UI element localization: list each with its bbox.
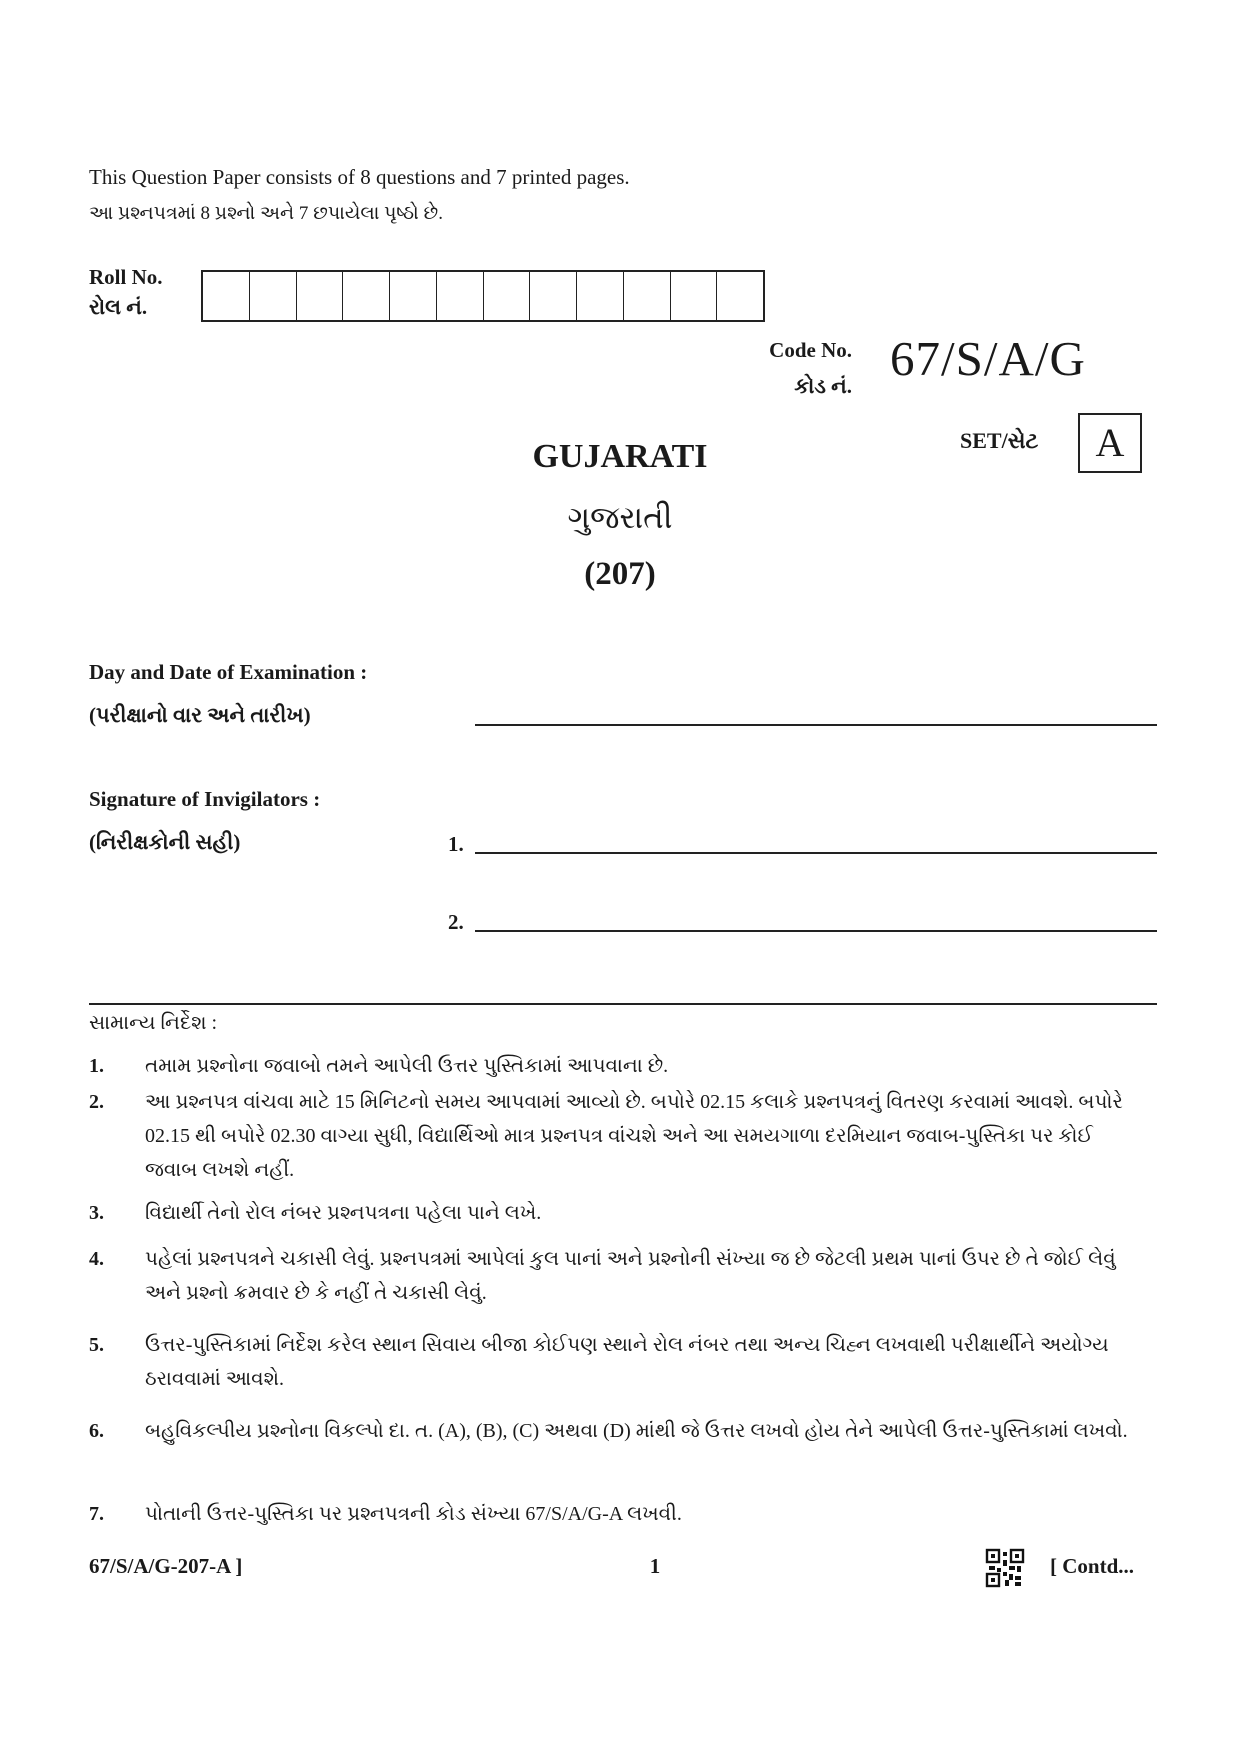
instruction-text: પહેલાં પ્રશ્નપત્રને ચકાસી લેવું. પ્રશ્નપત્રમાં આપેલાં કુલ પાનાં અને પ્રશ્નોની સંખ્યા જ છે જેટલી પ્રથમ પાનાં ઉપર છે તે જોઈ લેવું અને પ્રશ્નો ક્રમવાર છે કે નહીં તે ચકાસી લેવું.	[145, 1248, 1116, 1304]
subject-title-gu: ગુજરાતી	[567, 500, 673, 535]
instruction-text: પોતાની ઉત્તર-પુસ્તિકા પર પ્રશ્નપત્રની કોડ સંખ્યા 67/S/A/G-A લખવી.	[145, 1503, 682, 1525]
code-label-gu: કોડ નં.	[794, 374, 852, 398]
roll-label	[89, 262, 163, 322]
instruction-text: ઉત્તર-પુસ્તિકામાં નિર્દેશ કરેલ સ્થાન સિવાય બીજા કોઈપણ સ્થાને રોલ નંબર તથા અન્ય ચિહ્ન લખવાથી પરીક્ષાર્થીને અયોગ્ય ઠરાવવામાં આવશે.	[145, 1334, 1109, 1390]
instruction-item	[89, 1242, 1149, 1310]
invigilator-1-line[interactable]	[475, 852, 1157, 854]
roll-box[interactable]	[577, 272, 624, 320]
invigilator-2-number: 2.	[448, 910, 464, 934]
instruction-number: 4.	[89, 1248, 104, 1270]
invigilator-label-en: Signature of Invigilators :	[89, 787, 321, 811]
continued-label: [ Contd...	[1050, 1554, 1135, 1578]
page-number: 1	[649, 1554, 661, 1578]
invigilator-1-number: 1.	[448, 832, 464, 856]
instruction-item	[89, 1049, 1149, 1083]
subject-title-en: GUJARATI	[532, 438, 708, 475]
code-label	[740, 332, 852, 404]
roll-box[interactable]	[717, 272, 763, 320]
instruction-item	[89, 1328, 1149, 1396]
instruction-number: 2.	[89, 1091, 104, 1113]
footer-paper-code: 67/S/A/G-207-A ]	[89, 1554, 243, 1578]
roll-box[interactable]	[484, 272, 531, 320]
subject-code: (207)	[584, 556, 656, 592]
qr-code-icon	[985, 1548, 1025, 1588]
invigilator-label-gu: (નિરીક્ષકોની સહી)	[89, 830, 241, 854]
exam-date-label-en: Day and Date of Examination :	[89, 660, 368, 684]
instruction-text: તમામ પ્રશ્નોના જવાબો તમને આપેલી ઉત્તર પુસ્તિકામાં આપવાના છે.	[145, 1055, 669, 1077]
roll-label-gu: રોલ નં.	[89, 295, 148, 319]
roll-number-boxes[interactable]	[201, 270, 765, 322]
instruction-number: 5.	[89, 1334, 104, 1356]
roll-box[interactable]	[390, 272, 437, 320]
instructions-heading: સામાન્ય નિર્દેશ :	[89, 1012, 218, 1034]
instruction-number: 1.	[89, 1055, 104, 1077]
invigilator-2-line[interactable]	[475, 930, 1157, 932]
roll-box[interactable]	[203, 272, 250, 320]
roll-box[interactable]	[297, 272, 344, 320]
paper-info-en: This Question Paper consists of 8 questions and 7 printed pages.	[89, 165, 630, 189]
instruction-item	[89, 1414, 1149, 1448]
roll-box[interactable]	[530, 272, 577, 320]
roll-label-en: Roll No.	[89, 265, 163, 289]
instruction-text: બહુવિકલ્પીય પ્રશ્નોના વિકલ્પો દા. ત. (A), (B), (C) અથવા (D) માંથી જે ઉત્તર લખવો હોય તેને આપેલી ઉત્તર-પુસ્તિકામાં લખવો.	[145, 1420, 1128, 1442]
instruction-number: 7.	[89, 1503, 104, 1525]
instruction-item	[89, 1085, 1149, 1187]
roll-box[interactable]	[624, 272, 671, 320]
instruction-text: આ પ્રશ્નપત્ર વાંચવા માટે 15 મિનિટનો સમય આપવામાં આવ્યો છે. બપોરે 02.15 કલાકે પ્રશ્નપત્રનું વિતરણ કરવામાં આવશે. બપોરે 02.15 થી બપોરે 02.30 વાગ્યા સુધી, વિદ્યાર્થિઓ માત્ર પ્રશ્નપત્ર વાંચશે અને આ સમયગાળા દરમિયાન જવાબ-પુસ્તિકા પર કોઈ જવાબ લખશે નહીં.	[145, 1091, 1123, 1181]
code-label-en: Code No.	[769, 338, 852, 362]
set-value-box: A	[1078, 413, 1142, 473]
instruction-item	[89, 1497, 1149, 1531]
instruction-text: વિદ્યાર્થી તેનો રોલ નંબર પ્રશ્નપત્રના પહેલા પાને લખે.	[145, 1202, 542, 1224]
code-number: 67/S/A/G	[890, 331, 1086, 386]
roll-box[interactable]	[250, 272, 297, 320]
paper-info-gu: આ પ્રશ્નપત્રમાં 8 પ્રશ્નો અને 7 છપાયેલા પૃષ્ઠો છે.	[89, 203, 443, 224]
roll-box[interactable]	[343, 272, 390, 320]
instruction-number: 6.	[89, 1420, 104, 1442]
instruction-number: 3.	[89, 1202, 104, 1224]
exam-date-line[interactable]	[475, 724, 1157, 726]
set-label: SET/સેટ	[960, 428, 1039, 453]
roll-box[interactable]	[671, 272, 718, 320]
exam-date-label-gu: (પરીક્ષાનો વાર અને તારીખ)	[89, 703, 311, 727]
section-divider	[89, 1003, 1157, 1005]
roll-box[interactable]	[437, 272, 484, 320]
instruction-item	[89, 1196, 1149, 1230]
